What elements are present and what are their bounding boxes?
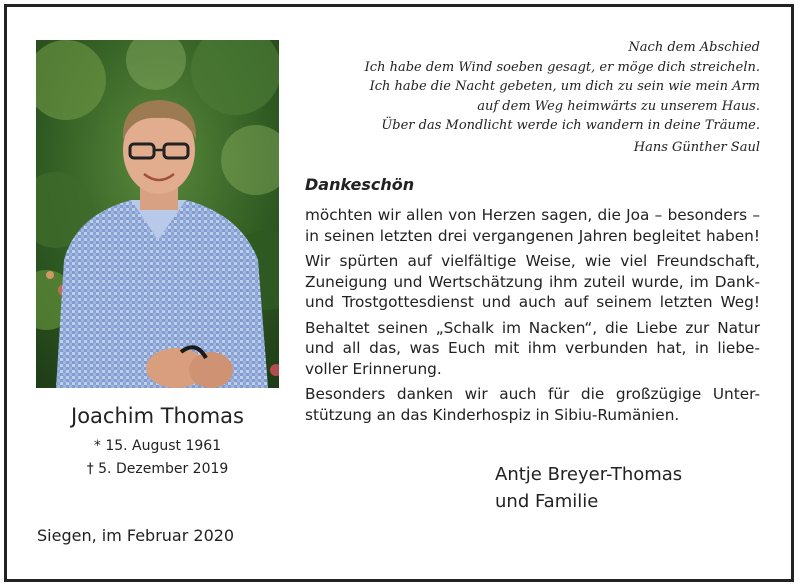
text-line: Wir spürten auf vielfältige Weise, wie viel Freundschaft, bbox=[305, 252, 760, 270]
thanks-paragraph bbox=[305, 384, 760, 425]
portrait-photo bbox=[36, 40, 279, 388]
thanks-body bbox=[305, 205, 760, 430]
text-line: Zuneigung und Wertschätzung ihm zuteil wurde, im Dank- bbox=[305, 272, 760, 291]
signature bbox=[495, 461, 682, 515]
text-line: und all das, was Euch mit ihm verbunden hat, in liebe- bbox=[305, 339, 760, 357]
text-line: stützung an das Kinderhospiz in Sibiu-Rumänien. bbox=[305, 405, 680, 424]
place-date: Siegen, im Februar 2020 bbox=[37, 526, 235, 545]
text-line: voller Erinnerung. bbox=[305, 359, 442, 378]
poem-line: Ich habe die Nacht gebeten, um dich zu sein wie mein Arm bbox=[369, 79, 760, 95]
text-line: Behaltet seinen „Schalk im Nacken“, die Liebe zur Natur bbox=[305, 318, 760, 337]
poem-title: Nach dem Abschied bbox=[628, 40, 760, 55]
signature-family: und Familie bbox=[495, 491, 599, 512]
death-date: † 5. Dezember 2019 bbox=[86, 461, 229, 477]
poem-author: Hans Günther Saul bbox=[633, 139, 760, 155]
poem-line: auf dem Weg heimwärts zu unserem Haus. bbox=[477, 98, 760, 114]
poem-line: Über das Mondlicht werde ich wandern in deine Träume. bbox=[381, 118, 760, 134]
deceased-name: Joachim Thomas bbox=[71, 404, 244, 428]
birth-date: * 15. August 1961 bbox=[93, 438, 222, 454]
thanks-paragraph bbox=[305, 318, 760, 380]
thanks-paragraph bbox=[305, 251, 760, 313]
text-line: in seinen letzten drei vergangenen Jahren begleitet haben! bbox=[305, 226, 760, 245]
text-line: Besonders danken wir auch für die großzügige Unter- bbox=[305, 385, 760, 403]
thanks-heading: Dankeschön bbox=[305, 175, 415, 194]
poem bbox=[330, 38, 760, 158]
poem-line: Ich habe dem Wind soeben gesagt, er möge dich streicheln. bbox=[364, 59, 760, 75]
text-line: und Trostgottesdienst und auch auf seinem letzten Weg! bbox=[305, 293, 760, 311]
text-line: möchten wir allen von Herzen sagen, die Joa – besonders – bbox=[305, 206, 760, 224]
signature-name: Antje Breyer-Thomas bbox=[495, 464, 683, 485]
thanks-paragraph bbox=[305, 205, 760, 246]
